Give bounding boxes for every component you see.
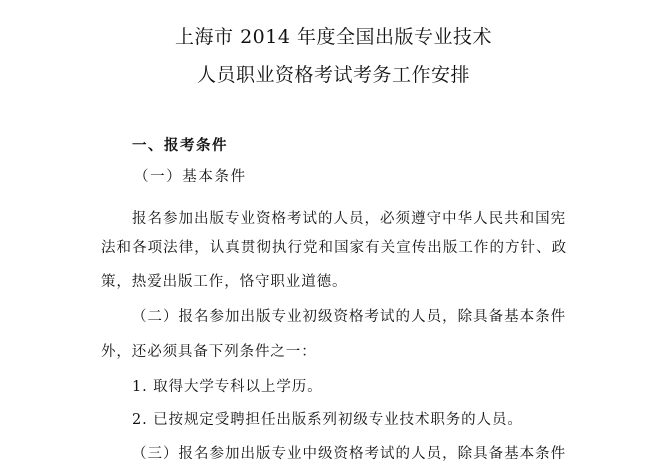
paragraph-3-line-1: （三）报名参加出版专业中级资格考试的人员，除具备基本条件	[132, 446, 566, 462]
document-title-line-1: 上海市 2014 年度全国出版专业技术	[175, 26, 492, 48]
section-heading-eligibility: 一、报考条件	[132, 137, 228, 154]
list-item-2: 2. 已按规定受聘担任出版系列初级专业技术职务的人员。	[132, 412, 523, 428]
paragraph-2-line-1: （二）报名参加出版专业初级资格考试的人员，除具备基本条件	[132, 309, 566, 325]
paragraph-1-line-3: 策，热爱出版工作，恪守职业道德。	[101, 274, 348, 290]
paragraph-1-line-2: 法和各项法律，认真贯彻执行党和国家有关宣传出版工作的方针、政	[101, 240, 567, 256]
document-title-line-2: 人员职业资格考试考务工作安排	[196, 64, 470, 86]
paragraph-1-line-1: 报名参加出版专业资格考试的人员，必须遵守中华人民共和国宪	[132, 211, 566, 227]
list-item-1: 1. 取得大学专科以上学历。	[132, 379, 323, 395]
subsection-heading-basic-conditions: （一）基本条件	[134, 169, 247, 185]
paragraph-2-line-2: 外，还必须具备下列条件之一：	[101, 344, 317, 360]
